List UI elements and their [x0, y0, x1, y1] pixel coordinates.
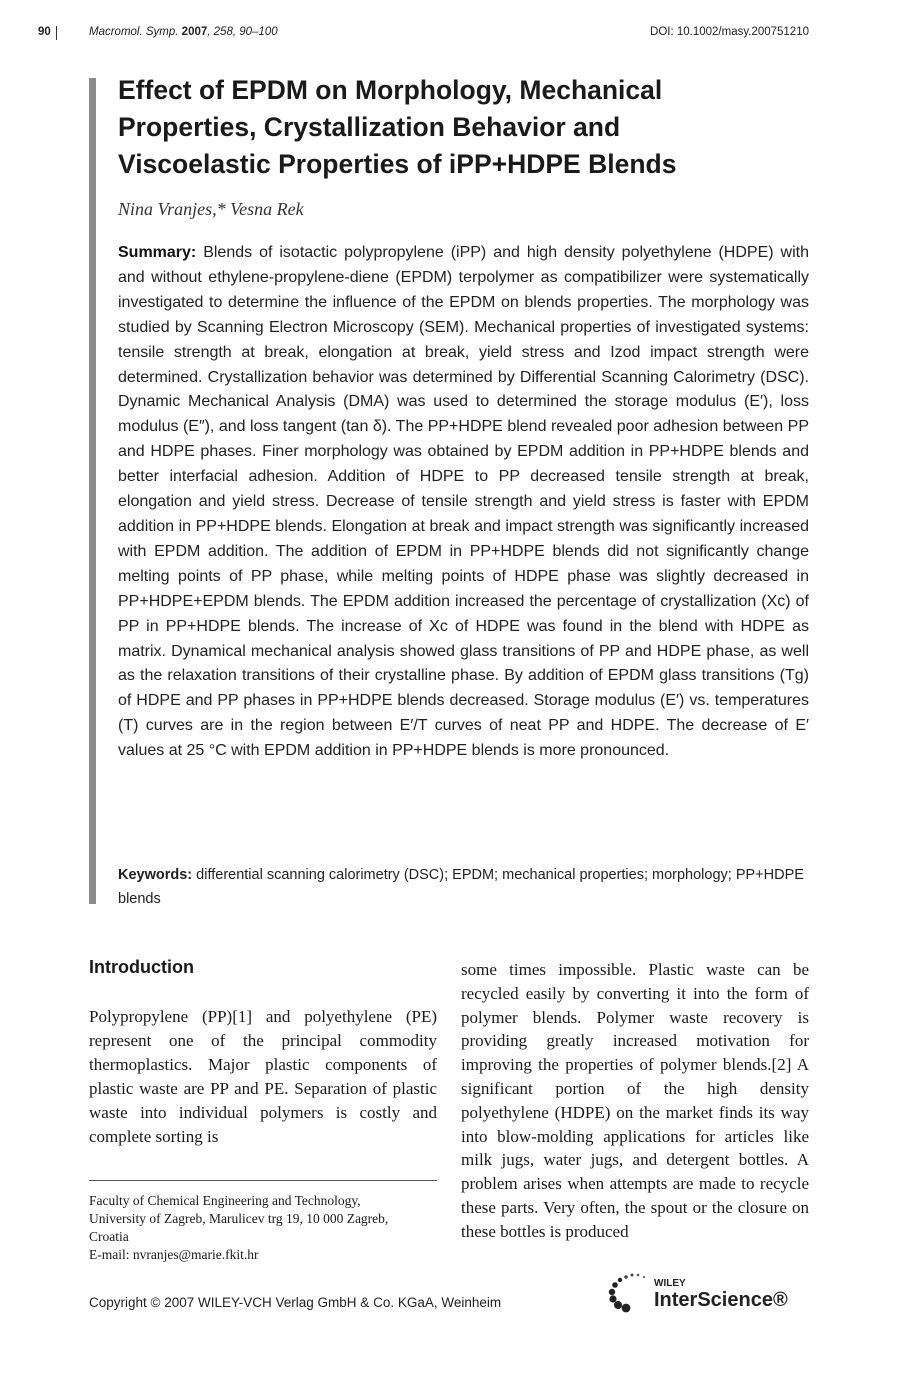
- doi: DOI: 10.1002/masy.200751210: [650, 26, 809, 38]
- affiliation-line: Croatia: [89, 1229, 129, 1244]
- abstract-side-bar: [89, 78, 96, 904]
- keywords-text: differential scanning calorimetry (DSC); EPDM; mechanical properties; morphology; PP+HDPE blends: [118, 867, 804, 907]
- footnote-divider: [89, 1180, 437, 1181]
- title-line: Viscoelastic Properties of iPP+HDPE Blends: [118, 149, 677, 179]
- journal-reference: [89, 26, 278, 38]
- logo-interscience: InterScience®: [654, 1289, 788, 1311]
- keywords: [118, 863, 809, 911]
- page-header: [0, 26, 905, 44]
- section-heading-introduction: Introduction: [89, 957, 194, 977]
- article-title: [118, 72, 758, 183]
- page-number: 90: [38, 26, 51, 38]
- title-line: Properties, Crystallization Behavior and: [118, 112, 621, 142]
- logo-wiley: WILEY: [654, 1278, 686, 1289]
- author-affiliation: [89, 1192, 449, 1264]
- journal-name: Macromol. Symp.: [89, 26, 179, 38]
- intro-right-column: some times impossible. Plastic waste can be recycled easily by converting it into the form of polymer blends. Polymer waste recovery is providing greatly increased motivation for improving the properties of polymer blends.[2] A significant portion of the high density polyethylene (HDPE) on the market finds its way into blow-molding applications for articles like milk jugs, water jugs, and detergent bottles. A problem arises when attempts are made to recycle these parts. Very often, the spout or the closure on these bottles is produced: [461, 960, 809, 1241]
- affiliation-line: Faculty of Chemical Engineering and Technology,: [89, 1193, 361, 1208]
- journal-year: 2007: [181, 26, 208, 38]
- keywords-label: Keywords:: [118, 867, 193, 883]
- authors: Nina Vranjes,* Vesna Rek: [118, 199, 304, 219]
- summary-label: Summary:: [118, 244, 197, 261]
- wiley-interscience-logo: [604, 1268, 814, 1316]
- copyright-notice: Copyright © 2007 WILEY-VCH Verlag GmbH & Co. KGaA, Weinheim: [89, 1295, 502, 1310]
- interscience-logo-icon: [604, 1268, 654, 1314]
- affiliation-line: University of Zagreb, Marulicev trg 19, 10 000 Zagreb,: [89, 1211, 389, 1226]
- page-number-divider: [56, 26, 57, 40]
- intro-left-column: Polypropylene (PP)[1] and polyethylene (PE) represent one of the principal commodity thermoplastics. Major plastic components of plastic waste are PP and PE. Separation of plastic waste into individual polymers is costly and complete sorting is: [89, 1007, 437, 1146]
- summary: [118, 241, 809, 764]
- title-line: Effect of EPDM on Morphology, Mechanical: [118, 75, 663, 105]
- journal-volume-pages: , 258, 90–100: [207, 26, 278, 38]
- summary-text: Blends of isotactic polypropylene (iPP) and high density polyethylene (HDPE) with and without ethylene-propylene-diene (EPDM) terpolymer as compatibilizer were systematically investigated to determine the influence of the EPDM on blends properties. The morphology was studied by Scanning Electron Microscopy (SEM). Mechanical properties of investigated systems: tensile strength at break, elongation at break, yield stress and Izod impact strength were determined. Crystallization behavior was determined by Differential Scanning Calorimetry (DSC). Dynamic Mechanical Analysis (DMA) was used to determined the storage modulus (E′), loss modulus (E″), and loss tangent (tan δ). The PP+HDPE blend revealed poor adhesion between PP and HDPE phases. Finer morphology was obtained by EPDM addition in PP+HDPE blends and better interfacial adhesion. Addition of HDPE to PP decreased tensile strength at break, elongation and yield stress. Decrease of tensile strength and yield stress is faster with EPDM addition in PP+HDPE blends. Elongation at break and impact strength was significantly increased with EPDM addition. The addition of EPDM in PP+HDPE blends did not significantly change melting points of PP phase, while melting points of HDPE phase was slightly decreased in PP+HDPE+EPDM blends. The EPDM addition increased the percentage of crystallization (Xc) of PP in PP+HDPE blends. The increase of Xc of HDPE was found in the blend with HDPE as matrix. Dynamical mechanical analysis showed glass transitions of PP and HDPE phase, as well as the relaxation transitions of their crystalline phase. By addition of EPDM glass transitions (Tg) of HDPE and PP phases in PP+HDPE blends decreased. Storage modulus (E′) vs. temperatures (T) curves are in the region between E′/T curves of neat PP and HDPE. The decrease of E′ values at 25 °C with EPDM addition in PP+HDPE blends is more pronounced.: [118, 244, 809, 760]
- affiliation-email: E-mail: nvranjes@marie.fkit.hr: [89, 1247, 259, 1262]
